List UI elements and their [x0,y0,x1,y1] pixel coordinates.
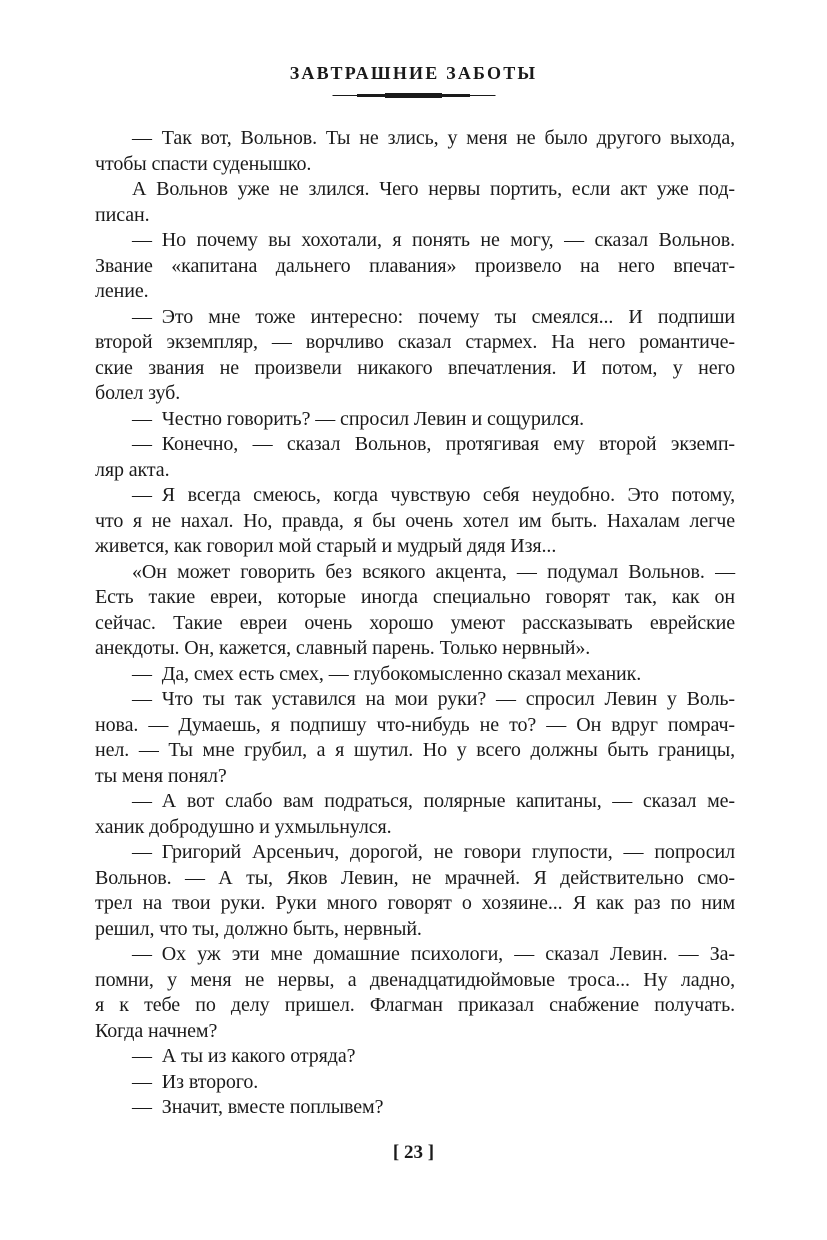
text-line: ляр акта. [95,458,170,481]
paragraph [95,432,735,483]
paragraph [95,687,735,789]
text-line: писан. [95,203,150,226]
text-line: сейчас. Такие евреи очень хорошо умеют рассказывать еврейские [95,611,735,634]
paragraph [95,942,735,1044]
text-line: болел зуб. [95,382,181,404]
text-line: — Но почему вы хохотали, я понять не могу, — сказал Вольнов. [132,229,735,251]
text-line: «Он может говорить без всякого акцента, — подумал Вольнов. — [132,560,735,583]
paragraph [95,662,735,688]
paragraph [95,228,735,305]
paragraph [95,1044,735,1070]
text-line: живется, как говорил мой старый и мудрый дядя Изя... [95,535,557,557]
text-line: — Да, смех есть смех, — глубокомысленно сказал механик. [132,662,642,685]
paragraph [95,1095,735,1121]
text-line: нел. — Ты мне грубил, а я шутил. Но у всего должны быть границы, [95,739,735,761]
text-line: — Конечно, — сказал Вольнов, протягивая ему второй экземп- [132,433,735,455]
text-line: ление. [95,280,149,302]
text-line: ские звания не произвели никакого впечатления. И потом, у него [95,356,735,379]
text-line: — Что ты так уставился на мои руки? — спросил Левин у Воль- [132,688,735,710]
text-line: Есть такие евреи, которые иногда специально говорят так, как он [95,586,735,608]
paragraph [95,126,735,177]
text-line: — Я всегда смеюсь, когда чувствую себя неудобно. Это потому, [132,484,735,506]
text-line: — Значит, вместе поплывем? [132,1096,384,1118]
header-divider-ornament [332,92,495,99]
text-line: — Григорий Арсеньич, дорогой, не говори глупости, — попросил [132,841,735,863]
text-line: второй экземпляр, — ворчливо сказал стармех. На него романтиче- [95,331,735,353]
text-line: — Честно говорить? — спросил Левин и сощурился. [132,407,584,430]
text-line: трел на твои руки. Руки много говорят о хозяине... Я как раз по ним [95,892,735,914]
text-line: Вольнов. — А ты, Яков Левин, не мрачней. Я действительно смо- [95,866,735,889]
paragraph [95,483,735,560]
text-line: — Так вот, Вольнов. Ты не злись, у меня не было другого выхода, [132,127,735,149]
paragraph [95,305,735,407]
chapter-title: ЗАВТРАШНИЕ ЗАБОТЫ [289,63,538,83]
text-line: — А ты из какого отряда? [132,1045,356,1067]
text-line: что я не нахал. Но, правда, я бы очень хотел им быть. Нахалам легче [95,509,735,532]
text-line: чтобы спасти суденышко. [95,152,312,175]
text-line: Когда начнем? [95,1019,218,1042]
paragraph [95,177,735,228]
paragraph [95,789,735,840]
text-line: анекдоты. Он, кажется, славный парень. Только нервный». [95,637,591,659]
text-line: решил, что ты, должно быть, нервный. [95,917,422,940]
body-text [95,126,735,1121]
text-line: я к тебе по делу пришел. Флагман приказал снабжение получать. [95,994,735,1016]
text-line: — Ох уж эти мне домашние психологи, — сказал Левин. — За- [132,943,735,965]
paragraph [95,1070,735,1096]
divider-thick-line [385,93,442,99]
page-number: [ 23 ] [392,1142,435,1163]
text-line: Звание «капитана дальнего плавания» произвело на него впечат- [95,254,735,277]
text-line: А Вольнов уже не злился. Чего нервы портить, если акт уже под- [132,178,735,200]
text-line: — А вот слабо вам подраться, полярные капитаны, — сказал ме- [132,790,735,812]
text-line: — Из второго. [132,1070,259,1093]
paragraph [95,840,735,942]
text-line: нова. — Думаешь, я подпишу что-нибудь не то? — Он вдруг помрач- [95,713,735,736]
text-line: — Это мне тоже интересно: почему ты смеялся... И подпиши [132,305,735,328]
paragraph [95,560,735,662]
text-line: помни, у меня не нервы, а двенадцатидюймовые троса... Ну ладно, [95,968,735,991]
text-line: ты меня понял? [95,764,227,787]
paragraph [95,407,735,433]
text-line: ханик добродушно и ухмыльнулся. [95,815,392,838]
